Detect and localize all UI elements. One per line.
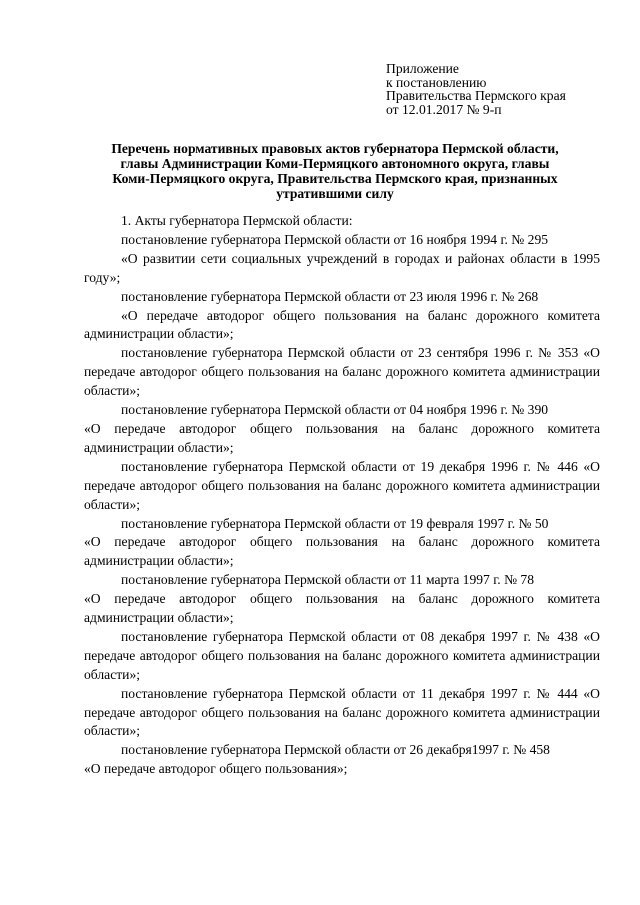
appendix-line: Правительства Пермского края	[386, 88, 566, 103]
act-reference: постановление губернатора Пермской области от 04 ноября 1996 г. № 390	[121, 402, 549, 418]
appendix-line: от 12.01.2017 № 9-п	[386, 101, 502, 117]
appendix-line: к постановлению	[386, 74, 487, 90]
document-body	[84, 212, 600, 779]
act-reference: постановление губернатора Пермской области от 16 ноября 1994 г. № 295	[121, 231, 549, 247]
act-title: «О передаче автодорог общего пользования»;	[84, 761, 348, 777]
title-line: Перечень нормативных правовых актов губернатора Пермской области,	[111, 141, 559, 156]
act-title: «О передаче автодорог общего пользования на баланс дорожного комитета администрации области»;	[84, 591, 600, 626]
act-title: «О передаче автодорог общего пользования на баланс дорожного комитета администрации области»;	[84, 534, 600, 569]
act-title: «О передаче автодорог общего пользования на баланс дорожного комитета администрации области»;	[84, 420, 600, 455]
section-heading: 1. Акты губернатора Пермской области:	[121, 213, 353, 228]
appendix-header	[386, 62, 566, 116]
title-line: утратившими силу	[276, 186, 394, 201]
document-title	[70, 141, 600, 201]
act-entry: постановление губернатора Пермской области от 19 декабря 1996 г. № 446 «О передаче автодорог общего пользования на баланс дорожного комитета администрации области»;	[84, 458, 600, 512]
appendix-line: Приложение	[386, 61, 459, 76]
title-line: главы Администрации Коми-Пермяцкого автономного округа, главы	[120, 156, 550, 171]
title-line: Коми-Пермяцкого округа, Правительства Пермского края, признанных	[112, 171, 558, 186]
act-entry: постановление губернатора Пермской области от 11 декабря 1997 г. № 444 «О передаче автодорог общего пользования на баланс дорожного комитета администрации области»;	[84, 685, 600, 739]
act-title: «О передаче автодорог общего пользования на баланс дорожного комитета администрации области»;	[84, 307, 600, 342]
act-entry: постановление губернатора Пермской области от 23 сентября 1996 г. № 353 «О передаче автодорог общего пользования на баланс дорожного комитета администрации области»;	[84, 345, 600, 399]
act-reference: постановление губернатора Пермской области от 26 декабря1997 г. № 458	[121, 742, 550, 758]
act-reference: постановление губернатора Пермской области от 11 марта 1997 г. № 78	[121, 572, 535, 588]
act-title: «О развитии сети социальных учреждений в городах и районах области в 1995 году»;	[84, 250, 600, 285]
act-reference: постановление губернатора Пермской области от 23 июля 1996 г. № 268	[121, 288, 539, 304]
act-reference: постановление губернатора Пермской области от 19 февраля 1997 г. № 50	[121, 515, 549, 531]
act-entry: постановление губернатора Пермской области от 08 декабря 1997 г. № 438 «О передаче автодорог общего пользования на баланс дорожного комитета администрации области»;	[84, 628, 600, 682]
